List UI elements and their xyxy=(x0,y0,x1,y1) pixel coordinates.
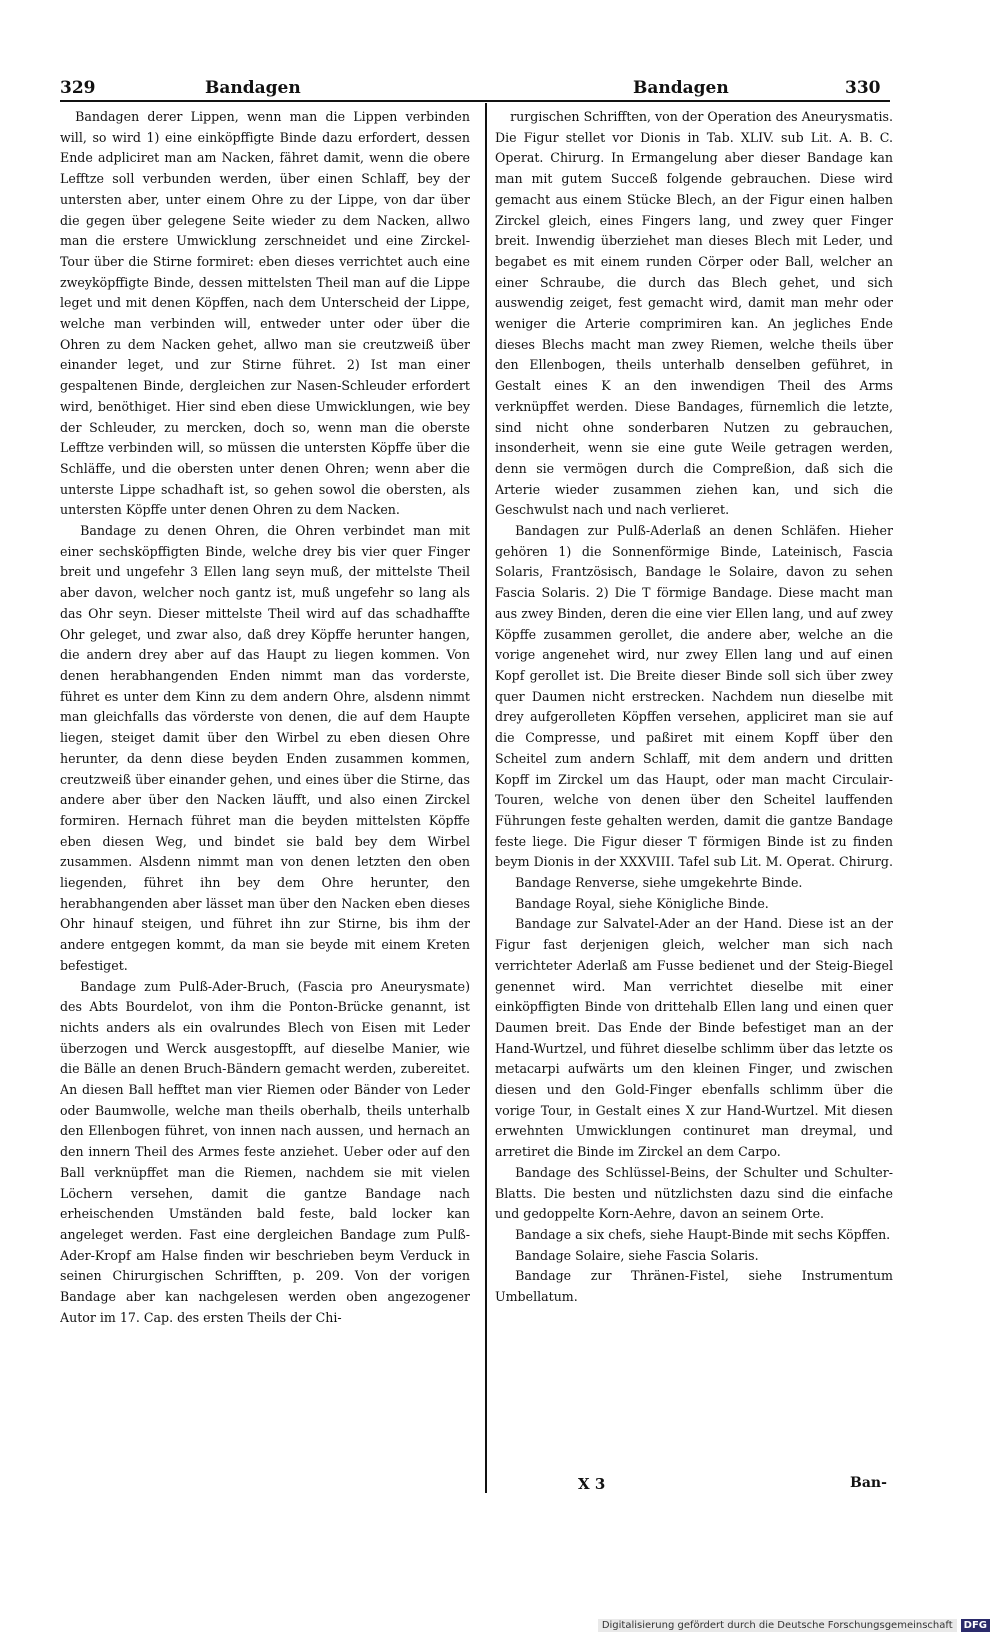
entry-thraenen-fistel: Bandage zur Thränen-Fistel, siehe Instrumentum Umbellatum. xyxy=(495,1268,893,1305)
entry-solaire: Bandage Solaire, siehe Fascia Solaris. xyxy=(515,1247,759,1263)
entry-salvatel-ader: Bandage zur Salvatel-Ader an der Hand. Diese ist an der Figur fast derjenigen gleich, welcher man sich nach verrichteter Aderlaß am Fusse bedienet und der Steig-Biegel genennet wird. Man verrichtet dieselbe mit einer einköpffigten Binde von drittehalb Ellen lang und einen quer Daumen breit. Das Ende der Binde befestiget man an der Hand-Wurtzel, und führet dieselbe schlimm über das letzte os metacarpi aufwärts um den kleinen Finger, und zwischen diesen und den Gold-Finger ebenfalls schlimm über die vorige Tour, in Gestalt eines X zur Hand-Wurtzel. Mit diesen erwehnten Umwicklungen continuret man dreymal, und arretiret die Binde im Zirckel an dem Carpo. xyxy=(495,916,893,1160)
digitization-note: Digitalisierung gefördert durch die Deutsche Forschungsgemeinschaft xyxy=(598,1619,957,1632)
left-column xyxy=(60,107,470,1497)
entry-six-chefs: Bandage a six chefs, siehe Haupt-Binde mit sechs Köpffen. xyxy=(515,1226,891,1242)
entry-ohren: Bandage zu denen Ohren, die Ohren verbindet man mit einer sechsköpffigten Binde, welche drey bis vier quer Finger breit und ungefehr 3 Ellen lang seyn muß, der mittelste Theil aber davon, welcher noch gantz ist, muß ungefehr so lang als das Ohr seyn. Dieser mittelste Theil wird auf das schadhaffte Ohr geleget, und zwar also, daß drey Köpffe herunter hangen, die andern drey aber auf das Haupt zu liegen kommen. Von denen herabhangenden Enden nimmt man das vorderste, führet es unter dem Kinn zu dem andern Ohre, alsdenn nimmt man gleichfalls das vörderste von denen, die auf dem Haupte liegen, steiget damit über den Wirbel zu eben diesen Ohre herunter, da denn diese beyden Enden zusammen kommen, creutzweiß über einander gehen, und eines über die Stirne, das andere aber über den Nacken läufft, und also einen Zirckel formiren. Hernach führet man die beyden mittelsten Köpffe eben diesen Weg, und bindet sie bald bey dem Wirbel zusammen. Alsdenn nimmt man von denen letzten den oben liegenden, führet ihn bey dem Ohre herunter, den herabhangenden aber lässet man über den Nacken eben dieses Ohr hinauf steigen, und führet ihn zur Stirne, bis ihm der andere entgegen kommt, da man sie beyde mit einem Kreten befestiget. xyxy=(60,523,470,973)
entry-lippen: Bandagen derer Lippen, wenn man die Lippen verbinden will, so wird 1) eine einköpffigte Binde dazu erfordert, dessen Ende adpliciret man am Nacken, fähret damit, wenn die obere Lefftze soll verbunden werden, über einen Schlaff, bey der untersten aber, unter einem Ohre zu der Lippe, von dar über die gegen über gelegene Seite wieder zu dem Nacken, allwo man die erstere Umwicklung zerschneidet und eine Zirckel-Tour über die Stirne formiret: eben dieses verrichtet auch eine zweyköpffigte Binde, dessen mittelsten Theil man auf die Lippe leget und mit denen Köpffen, nach dem Unterscheid der Lippe, welche man verbinden will, entweder unter oder über die Ohren zu dem Nacken gehet, allwo man sie creutzweiß über einander leget, und zur Stirne führet. 2) Ist man einer gespaltenen Binde, dergleichen zur Nasen-Schleuder erfordert wird, benöthiget. Hier sind eben diese Umwicklungen, wie bey der Schleuder, zu mercken, doch so, wenn man die oberste Lefftze verbinden will, so müssen die untersten Köpffe über die Schläffe, und die obersten unter denen Ohren; wenn aber die unterste Lippe schadhaft ist, so gehen sowol die obersten, als untersten Köpffe unter denen Ohren zu dem Nacken. xyxy=(60,109,470,518)
column-divider xyxy=(485,103,487,1493)
digitization-footer xyxy=(598,1618,990,1632)
dfg-logo-icon: DFG xyxy=(961,1619,990,1632)
catchword: Ban- xyxy=(850,1475,887,1491)
entry-continuation: rurgischen Schrifften, von der Operation des Aneurysmatis. Die Figur stellet vor Dionis in Tab. XLIV. sub Lit. A. B. C. Operat. Chirurg. In Ermangelung aber dieser Bandage kan man mit gutem Succeß folgende gebrauchen. Diese wird gemacht aus einem Stücke Blech, an der Figur einen halben Zirckel gleich, eines Fingers lang, und zwey quer Finger breit. Inwendig überziehet man dieses Blech mit Leder, und begabet es mit einem runden Cörper oder Ball, welcher an einer Schraube, die durch das Blech gehet, und sich auswendig zeiget, fest gemacht wird, damit man mehr oder weniger die Arterie comprimiren kan. An jegliches Ende dieses Blechs macht man zwey Riemen, welche theils über den Ellenbogen, theils unterhalb denselben geführet, in Gestalt eines K an den inwendigen Theil des Arms verknüpffet werden. Diese Bandages, fürnemlich die letzte, sind nicht ohne sonderbaren Nutzen zu gebrauchen, insonderheit, wenn sie eine gute Weile getragen werden, denn sie vermögen durch die Compreßion, daß sich die Arterie wieder zusammen ziehen kan, und sich die Geschwulst nach und nach verlieret. xyxy=(495,109,893,518)
entry-royal: Bandage Royal, siehe Königliche Binde. xyxy=(515,895,769,911)
signature-mark: X 3 xyxy=(578,1475,606,1493)
page-number-left: 329 xyxy=(60,78,96,98)
entry-pulsader-bruch: Bandage zum Pulß-Ader-Bruch, (Fascia pro Aneurysmate) des Abts Bourdelot, von ihm die Ponton-Brücke genannt, ist nichts anders als ein ovalrundes Blech von Eisen mit Leder überzogen und Werck ausgestopfft, auf dieselbe Manier, wie die Bälle an denen Bruch-Bändern gemacht werden, zubereitet. An diesen Ball hefftet man vier Riemen oder Bänder von Leder oder Baumwolle, welche man theils oberhalb, theils unterhalb den Ellenbogen führet, von innen nach aussen, und hernach an den innern Theil des Armes feste anziehet. Ueber oder auf den Ball verknüpffet man die Riemen, nachdem sie mit vielen Löchern versehen, damit die gantze Bandage nach erheischenden Umständen bald feste, bald locker kan angeleget werden. Fast eine dergleichen Bandage zum Pulß-Ader-Kropf am Halse finden wir beschrieben beym Verduck in seinen Chirurgischen Schrifften, p. 209. Von der vorigen Bandage aber kan nachgelesen werden oben angezogener Autor im 17. Cap. des ersten Theils der Chi- xyxy=(60,978,470,1325)
right-column xyxy=(495,107,893,1497)
entry-renverse: Bandage Renverse, siehe umgekehrte Binde. xyxy=(515,875,803,891)
running-head-right: Bandagen xyxy=(633,78,729,98)
header-rule xyxy=(60,100,890,102)
entry-pulsaderlass-schlaefen: Bandagen zur Pulß-Aderlaß an denen Schläfen. Hieher gehören 1) die Sonnenförmige Binde, Lateinisch, Fascia Solaris, Frantzösisch, Bandage le Solaire, davon zu sehen Fascia Solaris. 2) Die T förmige Bandage. Diese macht man aus zwey Binden, deren die eine vier Ellen lang, und auf zwey Köpffe zusammen gerollet, die andere aber, welche an die vorige angenehet wird, nur zwey Ellen lang und auf einen Kopf gerollet ist. Die Breite dieser Binde soll sich über zwey quer Daumen nicht erstrecken. Nachdem nun dieselbe mit drey aufgerolleten Köpffen versehen, appliciret man sie auf die Compresse, und paßiret mit einem Kopff über den Scheitel zum andern Schlaff, mit dem andern und dritten Kopff im Zirckel um das Haupt, oder man macht Circulair-Touren, welche von denen über den Scheitel lauffenden Führungen feste gehalten werden, damit die gantze Bandage feste liege. Die Figur dieser T förmigen Binde ist zu finden beym Dionis in der XXXVIII. Tafel sub Lit. M. Operat. Chirurg. xyxy=(495,523,893,870)
running-head-left: Bandagen xyxy=(205,78,301,98)
page-number-right: 330 xyxy=(845,78,881,98)
entry-schluesselbein: Bandage des Schlüssel-Beins, der Schulter und Schulter-Blatts. Die besten und nützlichsten dazu sind die einfache und gedoppelte Korn-Aehre, davon an seinem Orte. xyxy=(495,1164,893,1222)
